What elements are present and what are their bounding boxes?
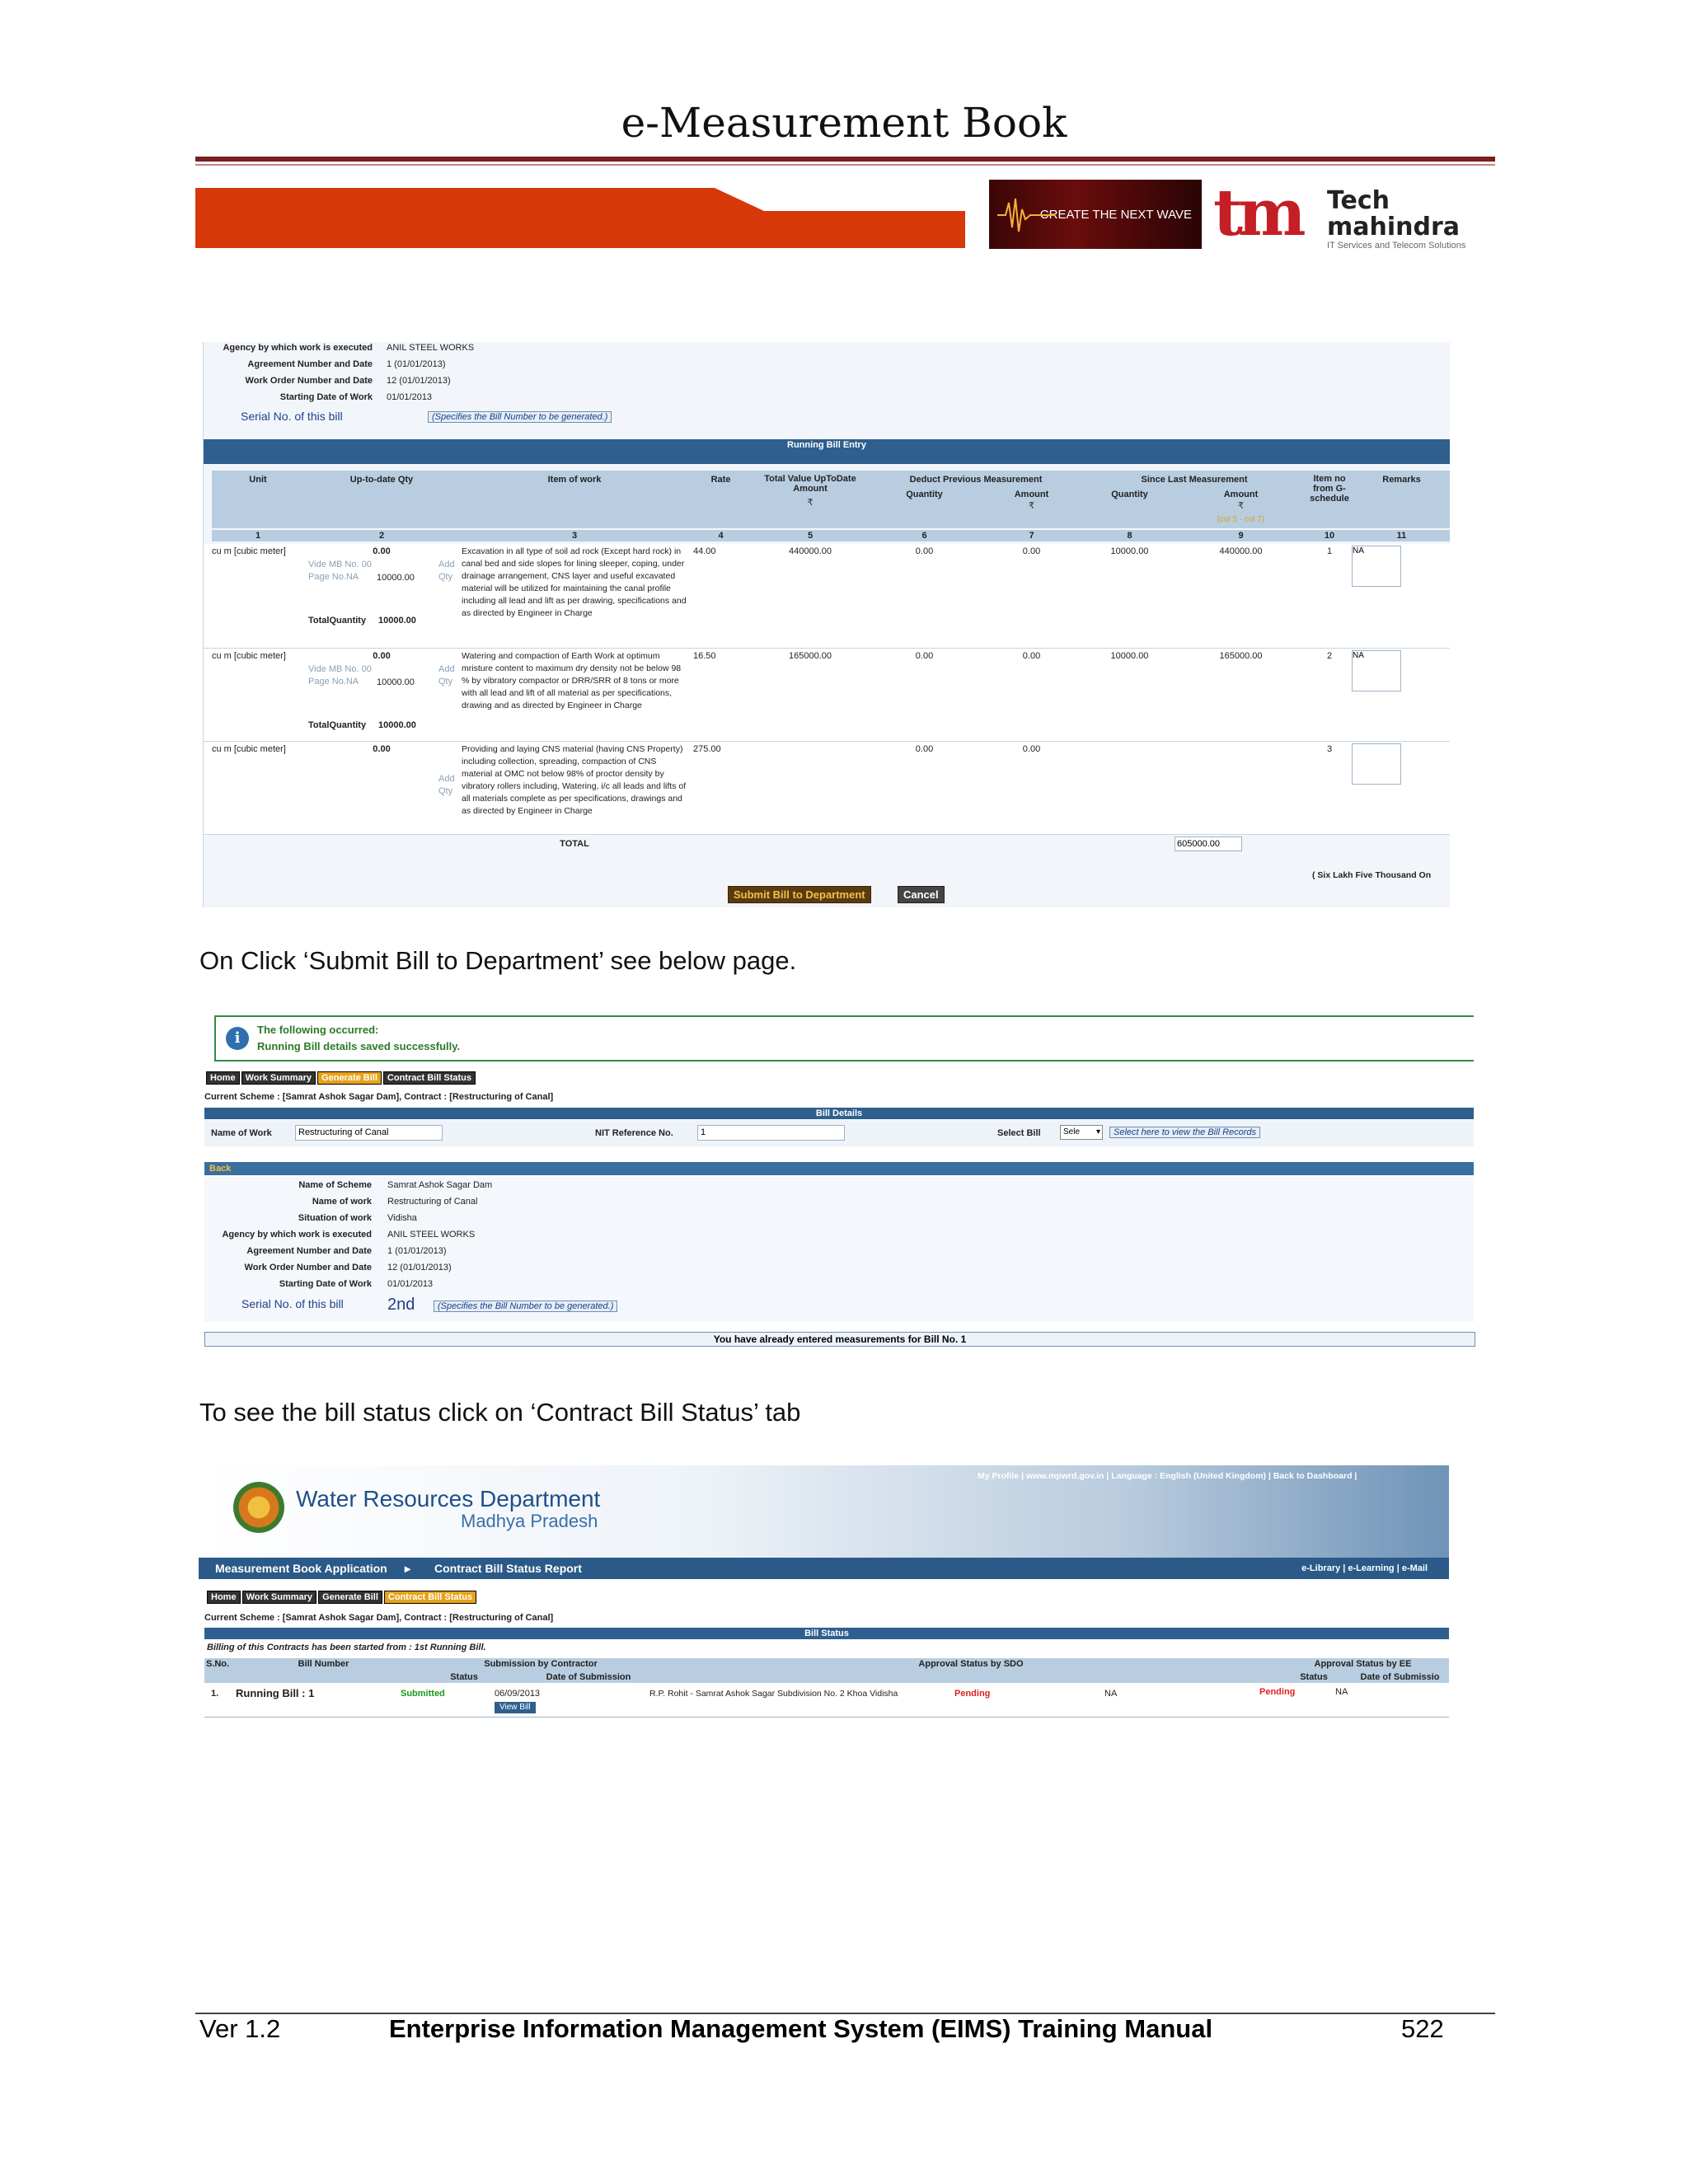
- col-num: 2: [378, 531, 385, 541]
- add-qty-link[interactable]: Add Qty: [438, 560, 455, 582]
- row-rate: 16.50: [693, 651, 716, 661]
- bill-details-screenshot: [203, 1007, 1474, 1347]
- col-ee-status: Status: [1300, 1672, 1328, 1682]
- info-label: Starting Date of Work: [279, 1279, 372, 1289]
- wave-text: CREATE THE NEXT WAVE: [1039, 207, 1192, 222]
- row-total-qty: 10000.00: [378, 720, 416, 730]
- instruction-paragraph-1: On Click ‘Submit Bill to Department’ see below page.: [199, 946, 797, 975]
- serial-label: Serial No. of this bill: [241, 1297, 344, 1310]
- logo-line2: mahindra: [1327, 213, 1461, 241]
- header-rule: [195, 157, 1495, 162]
- serial-note: (Specifies the Bill Number to be generated.): [428, 411, 612, 423]
- table-row: [204, 649, 1450, 742]
- breadcrumb-bar: [199, 1558, 1449, 1579]
- tab-contract-bill-status[interactable]: Contract Bill Status: [384, 1591, 476, 1604]
- info-label: Situation of work: [298, 1213, 372, 1223]
- info-value: 01/01/2013: [387, 392, 433, 402]
- col-since-qty: Quantity: [1111, 490, 1148, 499]
- info-label: Agency by which work is executed: [223, 343, 373, 353]
- already-entered-message: You have already entered measurements for Bill No. 1: [204, 1332, 1475, 1347]
- info-label: Name of Scheme: [298, 1180, 372, 1190]
- row-ee-status: Pending: [1259, 1687, 1296, 1697]
- cancel-button[interactable]: Cancel: [898, 886, 945, 903]
- bill-status-title: Bill Status: [204, 1628, 1449, 1639]
- col-rate: Rate: [710, 475, 731, 485]
- info-value: Samrat Ashok Sagar Dam: [387, 1180, 493, 1190]
- row-sdo-date: NA: [1104, 1689, 1118, 1699]
- row-total-value: 440000.00: [789, 546, 832, 556]
- serial-value: 2nd: [387, 1296, 415, 1314]
- row-item-no: 1: [1326, 546, 1333, 556]
- rupee-symbol: ₹: [1238, 501, 1244, 511]
- info-value: 12 (01/01/2013): [387, 1263, 452, 1272]
- row-since-qty: 10000.00: [1110, 651, 1149, 661]
- info-value: Vidisha: [387, 1213, 417, 1223]
- col-item: Item of work: [547, 475, 602, 485]
- col-num: 6: [921, 531, 927, 541]
- remarks-textarea[interactable]: NA: [1352, 650, 1401, 691]
- row-deduct-amt: 0.00: [1022, 546, 1041, 556]
- tab-home[interactable]: Home: [207, 1591, 241, 1604]
- logo-tagline: IT Services and Telecom Solutions: [1327, 241, 1466, 251]
- col-deduct-amt: Amount: [1014, 490, 1049, 499]
- select-bill-label: Select Bill: [997, 1128, 1041, 1138]
- bill-details-panel: [204, 1120, 1474, 1146]
- breadcrumb-page: Contract Bill Status Report: [434, 1562, 582, 1575]
- total-value-field: 605000.00: [1175, 837, 1242, 851]
- current-scheme: Current Scheme : [Samrat Ashok Sagar Dam], Contract : [Restructuring of Canal]: [204, 1613, 554, 1623]
- tab-work-summary[interactable]: Work Summary: [241, 1071, 316, 1085]
- bill-details-title: Bill Details: [204, 1108, 1474, 1119]
- tech-mahindra-logo: [1213, 176, 1510, 255]
- billing-note: Billing of this Contracts has been started from : 1st Running Bill.: [207, 1643, 486, 1652]
- info-value: 01/01/2013: [387, 1279, 434, 1289]
- chevron-down-icon: ▾: [1095, 1127, 1100, 1137]
- logo-line1: Tech: [1327, 186, 1390, 215]
- row-sno: 1.: [211, 1689, 219, 1699]
- col-date-submission: Date of Submission: [546, 1672, 631, 1682]
- row-status: Submitted: [401, 1689, 445, 1699]
- info-label: Work Order Number and Date: [245, 376, 373, 386]
- col-remarks: Remarks: [1382, 475, 1421, 485]
- select-value: Sele: [1063, 1127, 1081, 1137]
- row-ee-date: NA: [1335, 1687, 1348, 1697]
- row-item-no: 3: [1326, 744, 1333, 754]
- running-bill-entry-title: Running Bill Entry: [204, 439, 1450, 464]
- name-of-work-input[interactable]: Restructuring of Canal: [295, 1125, 443, 1141]
- row-total-label: TotalQuantity: [308, 616, 367, 626]
- message-title: The following occurred:: [257, 1024, 379, 1036]
- row-qty: 0.00: [373, 546, 391, 556]
- contract-bill-status-screenshot: [199, 1465, 1449, 1729]
- site-header: [199, 1465, 1449, 1558]
- col-submission: Submission by Contractor: [484, 1659, 598, 1669]
- wave-icon: [997, 194, 1055, 236]
- breadcrumb-app[interactable]: Measurement Book Application: [215, 1562, 387, 1575]
- col-unit: Unit: [249, 475, 267, 485]
- nit-label: NIT Reference No.: [595, 1128, 673, 1138]
- row-mb-qty: 10000.00: [377, 573, 415, 583]
- col-num: 9: [1238, 531, 1244, 541]
- select-bill-dropdown[interactable]: [1060, 1125, 1103, 1140]
- col-sno: S.No.: [205, 1659, 230, 1669]
- row-total-qty: 10000.00: [378, 616, 416, 626]
- serial-label: Serial No. of this bill: [241, 410, 343, 423]
- col-num: 4: [718, 531, 724, 541]
- remarks-textarea[interactable]: [1352, 743, 1401, 785]
- table-row: [204, 742, 1450, 835]
- instruction-paragraph-2: To see the bill status click on ‘Contract Bill Status’ tab: [199, 1398, 801, 1427]
- col-sdo: Approval Status by SDO: [918, 1659, 1024, 1669]
- info-value: ANIL STEEL WORKS: [387, 1230, 476, 1240]
- rupee-symbol: ₹: [1029, 501, 1034, 511]
- row-mb: Vide MB No. 00 Page No.NA: [308, 664, 372, 687]
- wave-banner: [989, 180, 1202, 249]
- row-rate: 44.00: [693, 546, 716, 556]
- col-num: 11: [1396, 531, 1407, 541]
- row-unit: cu m [cubic meter]: [212, 651, 286, 661]
- view-bill-button[interactable]: View Bill: [495, 1702, 536, 1713]
- row-mb-qty: 10000.00: [377, 677, 415, 687]
- row-item: Providing and laying CNS material (having CNS Property) including collection, spreading, compaction of CNS material at OMC not below 98% of proctor density by vibratory rollers including, Watering, i/c all leads and lifts of all materials complete as per specifications, drawings and as directed by Engineer in Charge: [462, 744, 687, 816]
- row-unit: cu m [cubic meter]: [212, 546, 286, 556]
- col-num: 1: [255, 531, 261, 541]
- submit-bill-button[interactable]: Submit Bill to Department: [728, 886, 871, 903]
- footer-version: Ver 1.2: [199, 2014, 281, 2043]
- info-label: Agreement Number and Date: [246, 1246, 372, 1256]
- running-bill-screenshot: [203, 342, 1450, 907]
- info-label: Agency by which work is executed: [222, 1230, 372, 1240]
- row-item: Excavation in all type of soil ad rock (Except hard rock) in canal bed and side slopes for lining sleeper, coping, under drainage arrangement, CNS layer and useful excavated material will be utilized for maintaining the canal profile including all lead and lift as per drawing, specifications and as directed by Engineer in Charge: [462, 546, 687, 618]
- document-title: e-Measurement Book: [621, 99, 1067, 147]
- remarks-textarea[interactable]: NA: [1352, 546, 1401, 587]
- col-deduct-qty: Quantity: [906, 490, 943, 499]
- row-qty: 0.00: [373, 744, 391, 754]
- row-unit: cu m [cubic meter]: [212, 744, 286, 754]
- amount-in-words: ( Six Lakh Five Thousand On: [1312, 870, 1432, 880]
- row-deduct-amt: 0.00: [1022, 744, 1041, 754]
- tab-generate-bill[interactable]: Generate Bill: [318, 1591, 382, 1604]
- top-links[interactable]: My Profile | www.mpwrd.gov.in | Language : English (United Kingdom) | Back to Dashboard |: [978, 1471, 1357, 1481]
- col-item-no: Item no from G-schedule: [1310, 474, 1349, 504]
- row-rate: 275.00: [693, 744, 721, 754]
- info-label: Work Order Number and Date: [244, 1263, 372, 1272]
- dept-subtitle: Madhya Pradesh: [461, 1511, 598, 1531]
- mp-emblem-icon: [233, 1482, 284, 1533]
- tab-bar: [206, 1070, 477, 1085]
- table-row: [204, 544, 1450, 649]
- row-deduct-amt: 0.00: [1022, 651, 1041, 661]
- row-sdo-name: R.P. Rohit - Samrat Ashok Sagar Subdivision No. 2 Khoa Vidisha: [649, 1689, 898, 1699]
- row-since-amt: 165000.00: [1219, 651, 1263, 661]
- col-num: 3: [571, 531, 578, 541]
- row-deduct-qty: 0.00: [915, 546, 934, 556]
- info-value: 12 (01/01/2013): [387, 376, 451, 386]
- info-value: 1 (01/01/2013): [387, 1246, 447, 1256]
- col-deduct: Deduct Previous Measurement: [909, 475, 1043, 485]
- row-mb: Vide MB No. 00 Page No.NA: [308, 560, 372, 582]
- col-num: 5: [807, 531, 814, 541]
- row-deduct-qty: 0.00: [915, 651, 934, 661]
- current-scheme: Current Scheme : [Samrat Ashok Sagar Dam], Contract : [Restructuring of Canal]: [204, 1092, 554, 1102]
- right-links[interactable]: e-Library | e-Learning | e-Mail: [1301, 1563, 1428, 1573]
- footer-title: Enterprise Information Management System (EIMS) Training Manual: [389, 2014, 1213, 2043]
- header-banner: [195, 188, 965, 248]
- info-value: 1 (01/01/2013): [387, 359, 446, 369]
- table-row: [204, 1684, 1449, 1718]
- header-rule-thin: [195, 164, 1495, 166]
- row-total-value: 165000.00: [789, 651, 832, 661]
- logo-mark: tm: [1213, 176, 1301, 251]
- add-qty-link[interactable]: Add Qty: [438, 774, 455, 796]
- serial-note: (Specifies the Bill Number to be generated.): [434, 1301, 617, 1312]
- col-bill-number: Bill Number: [298, 1659, 349, 1669]
- info-value: ANIL STEEL WORKS: [387, 343, 475, 353]
- row-item: Watering and compaction of Earth Work at optimum mristure content to maximum dry density not be below 98 % by vibratory compactor or DRR/SRR of 8 tons or more with all lead and lift of all material as per specifications, drawing and as directed by Engineer in Charge: [462, 651, 682, 710]
- row-since-amt: 440000.00: [1219, 546, 1263, 556]
- row-qty: 0.00: [373, 651, 391, 661]
- col-uptodate-qty: Up-to-date Qty: [349, 475, 414, 485]
- rupee-symbol: ₹: [807, 498, 814, 508]
- info-value: Restructuring of Canal: [387, 1197, 478, 1207]
- row-sdo-status: Pending: [954, 1689, 991, 1699]
- col-num: 10: [1324, 531, 1335, 541]
- col-since-last: Since Last Measurement: [1141, 475, 1248, 485]
- tab-work-summary[interactable]: Work Summary: [242, 1591, 317, 1604]
- row-bill: Running Bill : 1: [236, 1687, 315, 1699]
- name-of-work-label: Name of Work: [211, 1128, 272, 1138]
- back-link[interactable]: Back: [204, 1162, 1474, 1175]
- nit-input[interactable]: 1: [697, 1125, 845, 1141]
- col-status: Status: [450, 1672, 478, 1682]
- select-bill-note: Select here to view the Bill Records: [1109, 1127, 1260, 1138]
- footer-page-number: 522: [1401, 2014, 1444, 2043]
- tab-bar: [207, 1589, 478, 1604]
- row-total-label: TotalQuantity: [308, 720, 367, 730]
- row-since-qty: 10000.00: [1110, 546, 1149, 556]
- total-label: TOTAL: [560, 839, 589, 849]
- col-num: 8: [1127, 531, 1132, 541]
- row-date: 06/09/2013: [495, 1689, 541, 1699]
- row-deduct-qty: 0.00: [915, 744, 934, 754]
- col-total-value: Total Value UpToDate Amount: [764, 474, 856, 494]
- dept-title: Water Resources Department: [296, 1486, 601, 1511]
- info-label: Name of work: [312, 1197, 372, 1207]
- col-formula: (col 5 - col 7): [1217, 515, 1265, 524]
- col-num: 7: [1029, 531, 1034, 541]
- scheme-info-panel: [204, 1177, 1474, 1322]
- col-since-amt: Amount: [1223, 490, 1259, 499]
- col-ee-date: Date of Submissio: [1360, 1672, 1440, 1682]
- add-qty-link[interactable]: Add Qty: [438, 664, 455, 687]
- success-message: [214, 1015, 1474, 1062]
- row-item-no: 2: [1326, 651, 1333, 661]
- col-ee: Approval Status by EE: [1314, 1659, 1412, 1669]
- tab-home[interactable]: Home: [206, 1071, 240, 1085]
- tab-generate-bill[interactable]: Generate Bill: [317, 1071, 382, 1085]
- tab-contract-bill-status[interactable]: Contract Bill Status: [383, 1071, 476, 1085]
- message-text: Running Bill details saved successfully.: [257, 1040, 461, 1052]
- info-label: Agreement Number and Date: [247, 359, 373, 369]
- info-icon: i: [226, 1027, 249, 1050]
- chevron-right-icon: ▸: [405, 1562, 411, 1575]
- info-label: Starting Date of Work: [279, 392, 373, 402]
